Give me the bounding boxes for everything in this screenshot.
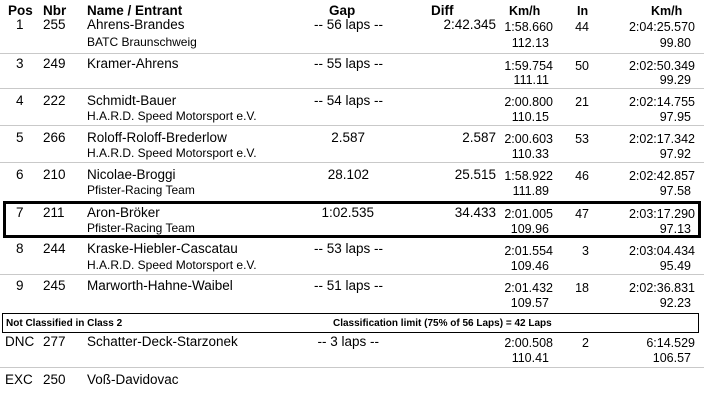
table-row	[0, 368, 704, 408]
row-total-time: 2:02:14.755	[628, 95, 695, 109]
table-row-highlighted	[0, 201, 704, 238]
table-row	[0, 126, 704, 163]
row-in: 47	[575, 207, 589, 221]
row-in: 21	[575, 95, 589, 109]
row-gap: -- 53 laps --	[313, 241, 383, 256]
row-gap: -- 55 laps --	[313, 56, 383, 71]
row-lap-time: 2:00.508	[504, 336, 553, 350]
table-row	[0, 89, 704, 126]
row-nbr: 266	[43, 130, 66, 145]
row-nbr: 250	[43, 372, 66, 387]
row-entrant: H.A.R.D. Speed Motorsport e.V.	[87, 109, 257, 123]
classification-limit: Classification limit (75% of 56 Laps) = 42 Laps	[333, 318, 552, 329]
header-gap: Gap	[329, 3, 356, 18]
row-total-speed: 92.23	[659, 296, 691, 310]
row-gap: 28.102	[327, 167, 369, 182]
row-lap-speed: 109.96	[510, 222, 549, 236]
row-entrant: Pfister-Racing Team	[87, 183, 195, 197]
header-nbr: Nbr	[43, 3, 67, 18]
row-entrant: H.A.R.D. Speed Motorsport e.V.	[87, 146, 257, 160]
row-pos: 5	[16, 130, 24, 145]
row-nbr: 222	[43, 93, 66, 108]
row-nbr: 255	[43, 17, 66, 32]
row-lap-speed: 109.57	[510, 296, 549, 310]
row-in: 44	[575, 20, 589, 34]
table-row	[0, 333, 704, 368]
row-total-speed: 97.58	[659, 184, 691, 198]
row-lap-speed: 110.33	[511, 147, 549, 161]
row-name: Roloff-Roloff-Brederlow	[87, 130, 227, 145]
row-lap-speed: 111.89	[512, 184, 549, 198]
row-name: Kraske-Hiebler-Cascatau	[87, 241, 238, 256]
row-lap-time: 2:00.800	[504, 95, 553, 109]
row-name: Marworth-Hahne-Waibel	[87, 278, 233, 293]
row-in: 2	[582, 336, 589, 350]
row-entrant: H.A.R.D. Speed Motorsport e.V.	[87, 258, 257, 272]
row-nbr: 249	[43, 56, 66, 71]
row-entrant: BATC Braunschweig	[87, 35, 197, 49]
row-total-time: 2:02:42.857	[628, 169, 695, 183]
row-pos: EXC	[5, 372, 33, 387]
row-name: Kramer-Ahrens	[87, 56, 179, 71]
table-row	[0, 238, 704, 275]
row-nbr: 277	[43, 334, 66, 349]
row-diff: 34.433	[454, 205, 496, 220]
row-in: 46	[575, 169, 589, 183]
row-name: Schatter-Deck-Starzonek	[87, 334, 238, 349]
table-row	[0, 14, 704, 54]
row-pos: DNC	[5, 334, 35, 349]
row-lap-speed: 109.46	[510, 259, 549, 273]
row-nbr: 210	[43, 167, 66, 182]
row-total-speed: 97.95	[659, 110, 691, 124]
row-in: 3	[582, 244, 589, 258]
row-gap: 1:02.535	[321, 205, 374, 220]
row-total-time: 2:02:17.342	[628, 132, 695, 146]
not-classified-label: Not Classified in Class 2	[6, 318, 123, 329]
row-total-time: 2:02:50.349	[628, 59, 695, 73]
row-diff: 2:42.345	[443, 17, 496, 32]
row-total-time: 2:03:04.434	[628, 244, 695, 258]
row-lap-speed: 112.13	[511, 36, 549, 50]
row-in: 53	[575, 132, 589, 146]
row-pos: 6	[16, 167, 24, 182]
row-pos: 9	[16, 278, 24, 293]
row-gap: 2.587	[331, 130, 365, 145]
row-pos: 7	[16, 205, 24, 220]
row-nbr: 244	[43, 241, 66, 256]
row-name: Schmidt-Bauer	[87, 93, 177, 108]
row-total-time: 6:14.529	[646, 336, 695, 350]
header-kmh: Km/h	[509, 4, 541, 18]
row-total-speed: 99.80	[659, 36, 691, 50]
row-lap-time: 2:01.005	[504, 207, 553, 221]
row-total-speed: 106.57	[652, 351, 691, 365]
row-total-speed: 97.13	[659, 222, 691, 236]
row-total-speed: 97.92	[659, 147, 691, 161]
row-pos: 8	[16, 241, 24, 256]
row-lap-speed: 110.15	[511, 110, 549, 124]
row-pos: 3	[16, 56, 24, 71]
row-lap-time: 2:00.603	[504, 132, 553, 146]
row-nbr: 245	[43, 278, 66, 293]
row-lap-time: 1:58.922	[504, 169, 553, 183]
row-pos: 4	[16, 93, 24, 108]
header-kmh-total: Km/h	[651, 4, 683, 18]
header-diff: Diff	[431, 3, 454, 18]
header-in: In	[577, 4, 589, 18]
row-lap-speed: 111.11	[513, 73, 549, 87]
row-nbr: 211	[43, 205, 65, 220]
row-in: 18	[575, 281, 589, 295]
row-name: Nicolae-Broggi	[87, 167, 176, 182]
row-total-time: 2:03:17.290	[628, 207, 695, 221]
row-name: Aron-Bröker	[87, 205, 160, 220]
row-gap: -- 56 laps --	[313, 17, 383, 32]
table-row	[0, 163, 704, 200]
row-name: Voß-Davidovac	[87, 372, 179, 387]
row-lap-speed: 110.41	[511, 351, 549, 365]
not-classified-banner	[2, 313, 699, 333]
row-lap-time: 2:01.554	[504, 244, 553, 258]
row-gap: -- 3 laps --	[317, 334, 379, 349]
row-lap-time: 2:01.432	[504, 281, 553, 295]
row-entrant: Pfister-Racing Team	[87, 221, 195, 235]
row-name: Ahrens-Brandes	[87, 17, 185, 32]
table-row	[0, 54, 704, 89]
row-lap-time: 1:58.660	[504, 20, 553, 34]
row-pos: 1	[16, 17, 24, 32]
row-diff: 25.515	[454, 167, 496, 182]
row-total-speed: 95.49	[659, 259, 691, 273]
row-diff: 2.587	[462, 130, 496, 145]
row-gap: -- 51 laps --	[313, 278, 383, 293]
header-name: Name / Entrant	[87, 3, 183, 18]
row-gap: -- 54 laps --	[313, 93, 383, 108]
row-total-speed: 99.29	[659, 73, 691, 87]
row-lap-time: 1:59.754	[504, 59, 553, 73]
row-in: 50	[575, 59, 589, 73]
row-total-time: 2:02:36.831	[628, 281, 695, 295]
row-total-time: 2:04:25.570	[628, 20, 695, 34]
table-row	[0, 275, 704, 312]
header-pos: Pos	[8, 3, 33, 18]
